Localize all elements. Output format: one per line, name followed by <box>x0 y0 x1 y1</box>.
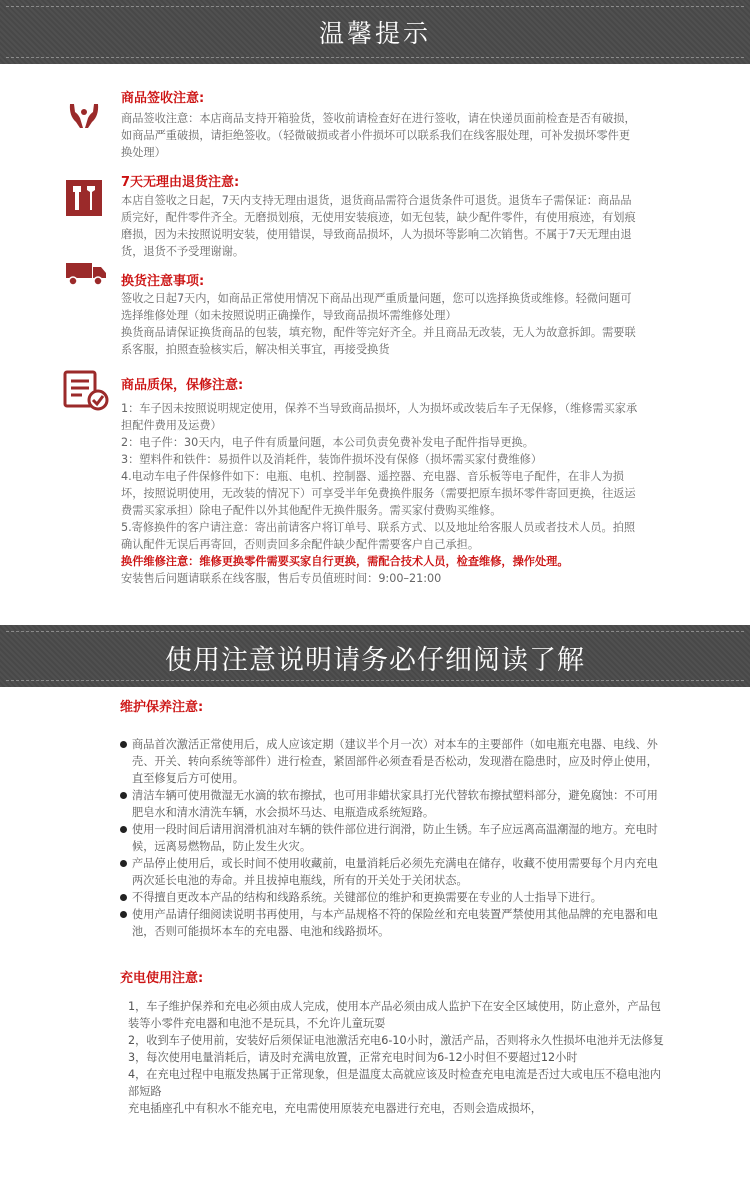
service-hours: 安装售后问题请联系在线客服，售后专员值班时间：9:00–21:00 <box>121 572 442 585</box>
maintenance-list <box>120 736 668 940</box>
charging-line: 4，在充电过程中电瓶发热属于正常现象，但是温度太高就应该及时检查充电电流是否过大或电压不稳电池内部短路 <box>128 1068 661 1098</box>
warranty-item: 1：车子因未按照说明规定使用，保养不当导致商品损坏，人为损坏或改装后车子无保修，（维修需买家承担配件费用及运费） <box>121 402 638 432</box>
exchange-title: 换货注意事项: <box>121 274 205 289</box>
warranty-text <box>121 400 641 587</box>
repair-warning: 换件维修注意：维修更换零件需要买家自行更换，需配合技术人员，检查维修，操作处理。 <box>121 555 569 568</box>
charging-line: 2，收到车子使用前，安装好后须保证电池激活充电6-10小时，激活产品，否则将永久性损坏电池并无法修复 <box>128 1034 664 1047</box>
maintenance-item: 使用产品请仔细阅读说明书再使用，与本产品规格不符的保险丝和充电装置严禁使用其他品牌的充电器和电池，否则可能损坏本车的充电器、电池和线路损坏。 <box>120 906 668 940</box>
maintenance-item: 不得擅自更改本产品的结构和线路系统。关键部位的维护和更换需要在专业的人士指导下进行。 <box>120 889 668 906</box>
warranty-item: 5.寄修换件的客户请注意：寄出前请客户将订单号、联系方式、以及地址给客服人员或者技术人员。拍照确认配件无误后再寄回，否则责回多余配件缺少配件需要客户自己承担。 <box>121 521 636 551</box>
exchange-line: 签收之日起7天内，如商品正常使用情况下商品出现严重质量问题，您可以选择换货或维修。轻微问题可选择维修处理（如未按照说明正确操作，导致商品损坏需维修处理） <box>121 292 632 322</box>
warranty-item: 4.电动车电子件保修件如下：电瓶、电机、控制器、遥控器、充电器、音乐板等电子配件，在非人为损坏，按照说明使用，无改装的情况下）可享受半年免费换件服务（需要把原车损坏零件寄回更换，往返运费需买家承担）除电子配件以外其他配件无换件服务。需买家付费购买维修。 <box>121 470 636 517</box>
exchange-text <box>121 290 641 358</box>
tools-icon <box>64 178 104 218</box>
maintenance-title: 维护保养注意: <box>120 700 204 715</box>
return-text <box>121 192 641 260</box>
maintenance-item: 商品首次激活正常使用后，成人应该定期（建议半个月一次）对本车的主要部件（如电瓶充电器、电线、外壳、开关、转向系统等部件）进行检查，紧固部件必须查看是否松动，发现潜在隐患时，应及时停止使用，直至修复后方可使用。 <box>120 736 668 787</box>
charging-line: 3，每次使用电量消耗后，请及时充满电放置，正常充电时间为6-12小时但不要超过12小时 <box>128 1051 578 1064</box>
charging-title: 充电使用注意: <box>120 971 204 986</box>
receipt-title: 商品签收注意: <box>121 91 205 106</box>
return-title: 7天无理由退货注意: <box>121 175 240 190</box>
document-icon <box>62 368 110 412</box>
exchange-line: 换货商品请保证换货商品的包装，填充物，配件等完好齐全。并且商品无改装，无人为故意拆卸。需要联系客服，拍照查验核实后，解决相关事宜，再接受换货 <box>121 326 636 356</box>
receipt-text <box>121 110 641 161</box>
top-banner <box>0 0 750 64</box>
warranty-item: 3：塑料件和铁件：易损件以及消耗件，装饰件损坏没有保修（损坏需买家付费维修） <box>121 453 543 466</box>
warranty-title: 商品质保，保修注意: <box>121 378 244 393</box>
maintenance-item: 清洁车辆可使用微湿无水滴的软布擦拭，也可用非蜡状家具打光代替软布擦拭塑料部分，避免腐蚀：不可用肥皂水和清水清洗车辆，水会损坏马达、电瓶造成系统短路。 <box>120 787 668 821</box>
hands-icon <box>66 94 102 134</box>
maintenance-item: 产品停止使用后，或长时间不使用收藏前，电量消耗后必须先充满电在储存，收藏不使用需要每个月内充电两次延长电池的寿命。并且拔掉电瓶线，所有的开关处于关闭状态。 <box>120 855 668 889</box>
charging-line: 1，车子维护保养和充电必须由成人完成，使用本产品必须由成人监护下在安全区域使用，防止意外，产品包装等小零件充电器和电池不是玩具，不允许儿童玩耍 <box>128 1000 661 1030</box>
return-paragraph: 本店自签收之日起，7天内支持无理由退货，退货商品需符合退货条件可退货。退货车子需保证：商品品质完好，配件零件齐全。无磨损划痕，无使用安装痕迹，如无包装，缺少配件零件，有使用痕迹，有划痕磨损，因为未按照说明安装，使用错误，导致商品损坏，人为损坏等影响二次销售。不属于7天无理由退货，退货不予受理谢谢。 <box>121 194 636 258</box>
charging-line: 充电插座孔中有积水不能充电，充电需使用原装充电器进行充电，否则会造成损坏， <box>128 1102 542 1115</box>
banner-title: 温馨提示 <box>318 19 431 48</box>
usage-banner <box>0 625 750 687</box>
banner-title: 使用注意说明请务必仔细阅读了解 <box>165 645 585 676</box>
charging-list <box>128 998 668 1117</box>
warranty-item: 2：电子件：30天内，电子件有质量问题，本公司负责免费补发电子配件指导更换。 <box>121 436 534 449</box>
maintenance-item: 使用一段时间后请用润滑机油对车辆的铁件部位进行润滑，防止生锈。车子应远离高温潮湿的地方。充电时候，远离易燃物品，防止发生火灾。 <box>120 821 668 855</box>
receipt-paragraph: 商品签收注意：本店商品支持开箱验货，签收前请检查好在进行签收，请在快递员面前检查是否有破损，如商品严重破损，请拒绝签收。（轻微破损或者小件损坏可以联系我们在线客服处理，可补发损坏零件更换处理） <box>121 112 636 159</box>
truck-icon <box>64 260 108 286</box>
